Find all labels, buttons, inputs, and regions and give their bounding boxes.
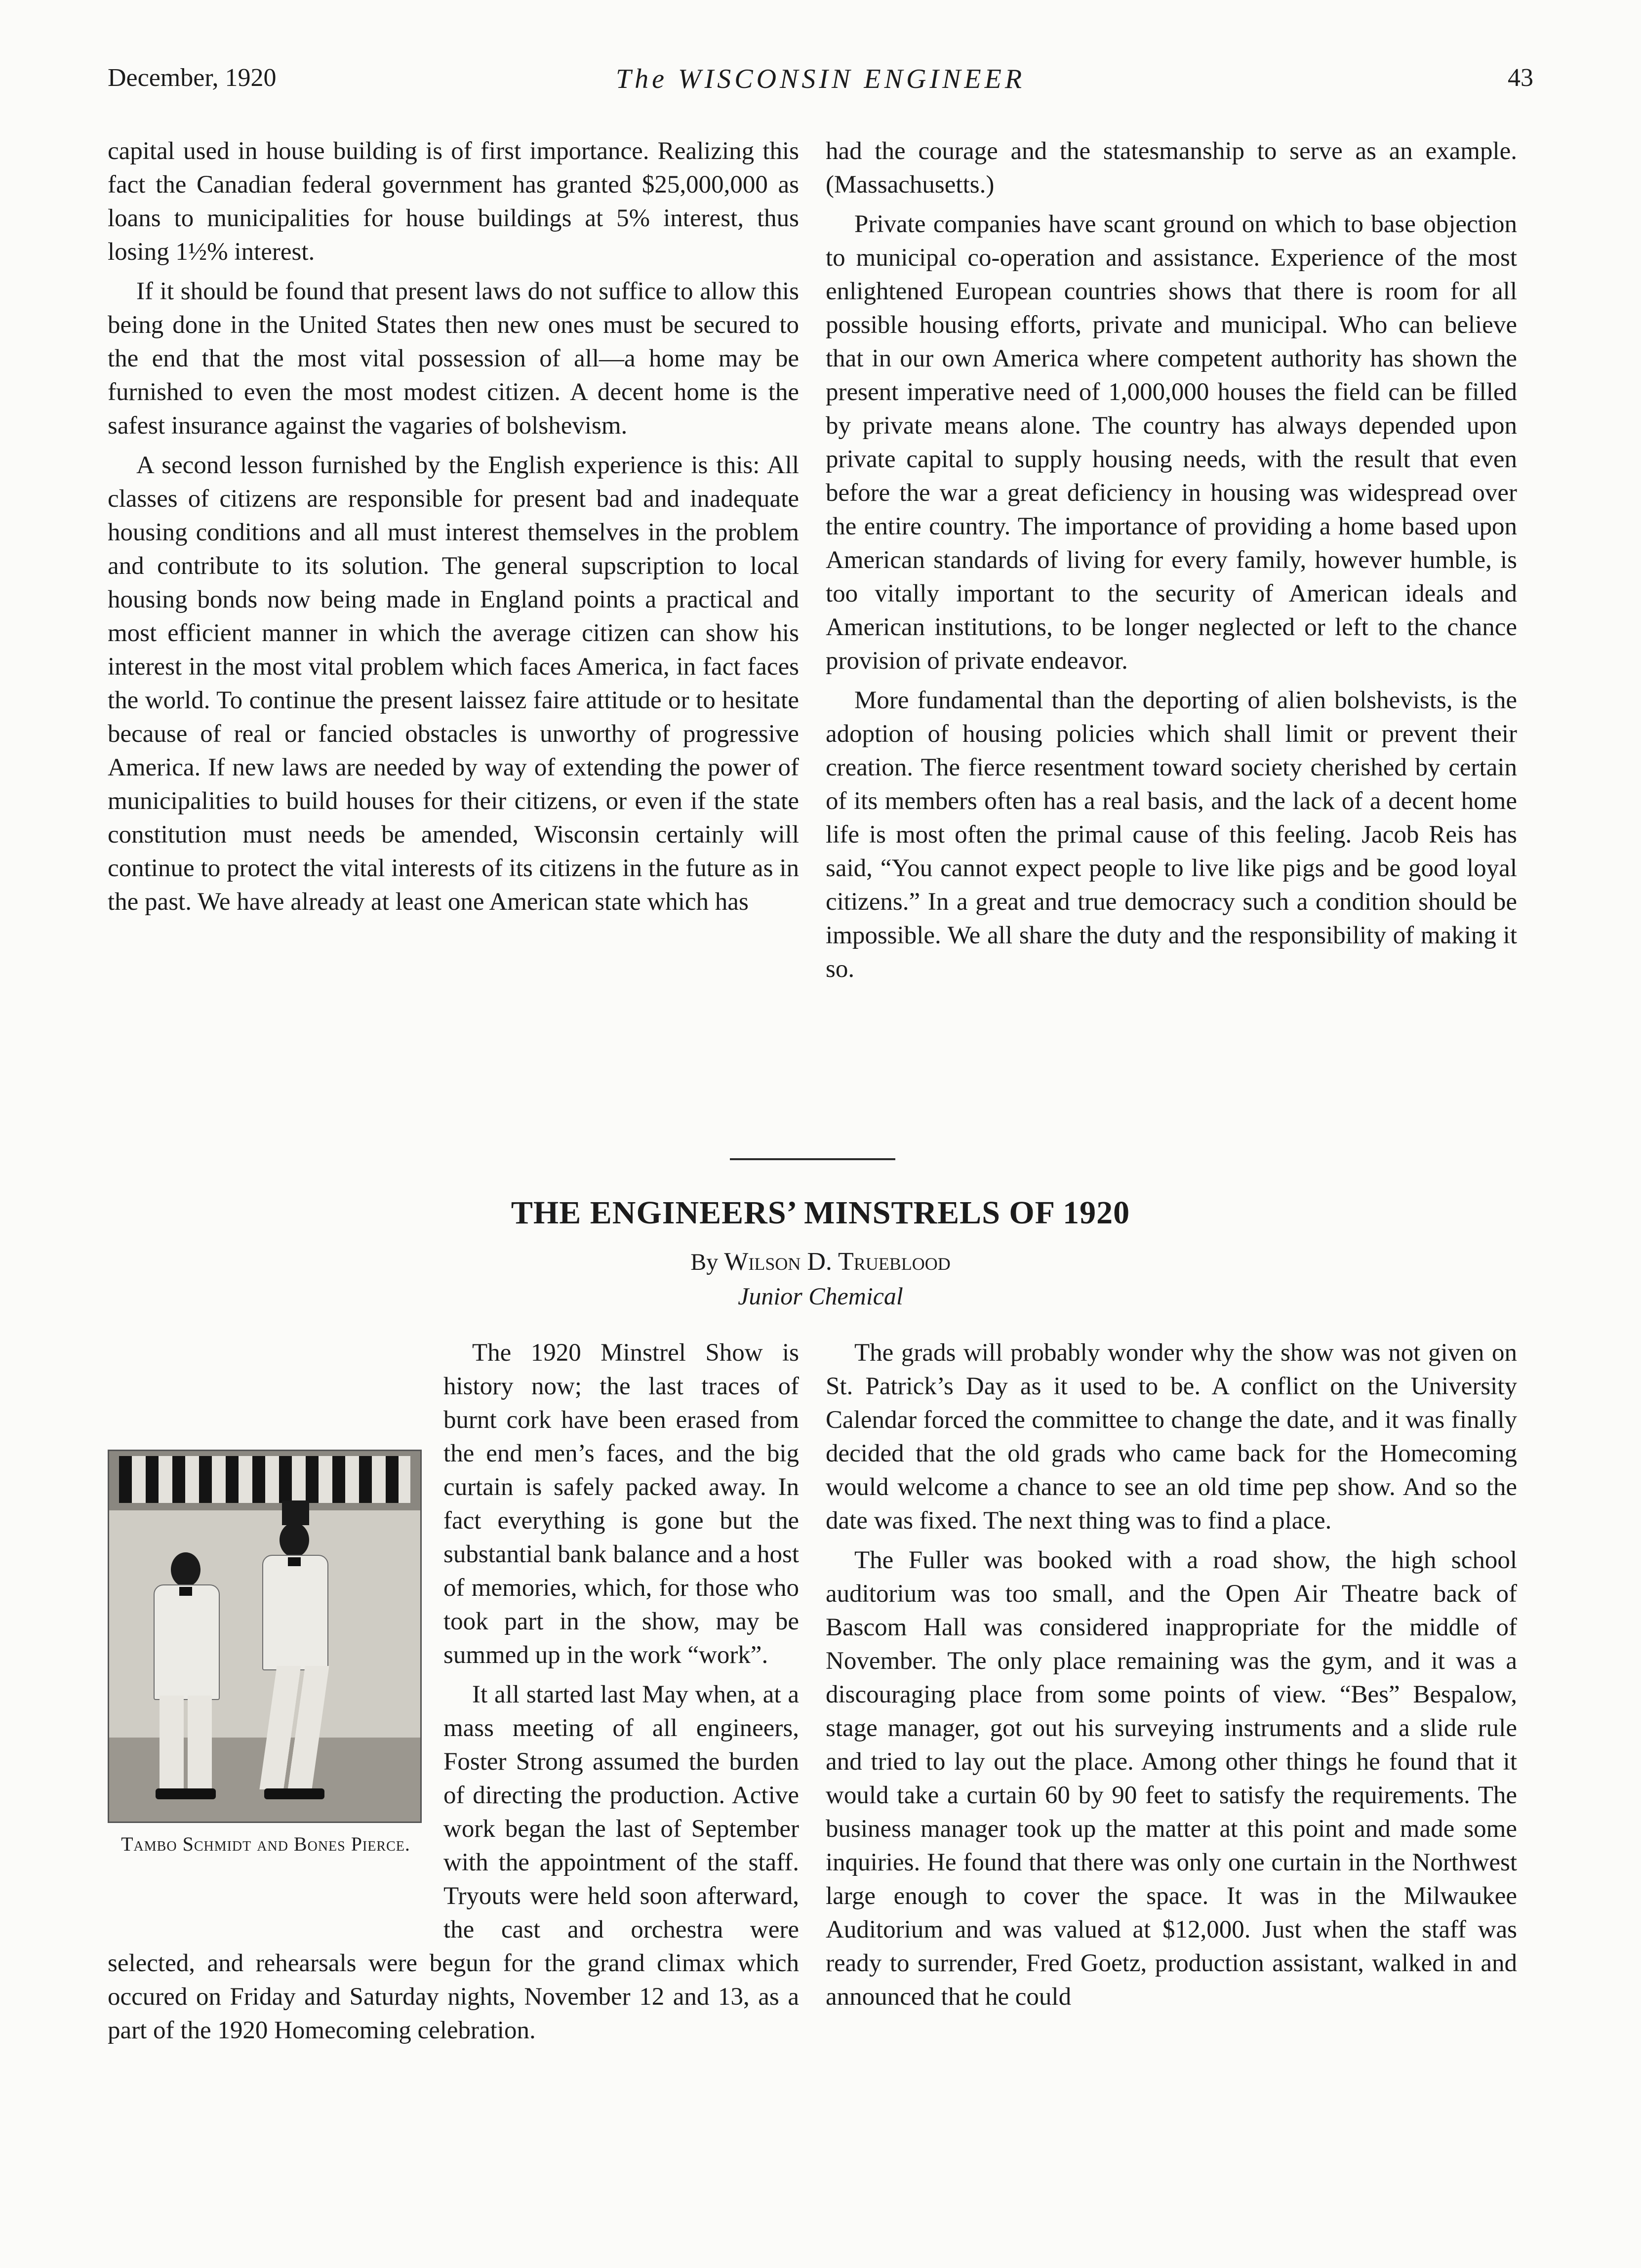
prior-article-left-column [108, 134, 799, 1137]
paragraph: The 1920 Minstrel Show is history now; the last traces of burnt cork have been erased from the end men’s faces, and the big curtain is safely packed away. In fact everything is gone but the substantial bank balance and a host of memories, which, for those who took part in the show, may be summed up in the work “work”. [443, 1339, 799, 1669]
paragraph: It all started last May when, at a mass meeting of all engineers, Foster Strong assumed the burden of directing the production. Active work began the last of September with the appointment of the staff. Tryouts were held soon afterward, the cast and orchestra were selected, and rehearsals were begun for the grand climax which occured on Friday and Saturday nights, November 12 and 13, as a part of the 1920 Homecoming celebration. [108, 1681, 799, 2044]
running-head [108, 63, 1533, 103]
paragraph: More fundamental than the deporting of alien bolshevists, is the adoption of housing policies which shall limit or prevent their creation. The fierce resentment toward society cherished by certain of its members often has a real basis, and the lack of a decent home life is most often the primal cause of this feeling. Jacob Reis has said, “You cannot expect people to live like pigs and be good loyal citizens.” In a great and true democracy such a condition should be impossible. We all share the duty and the responsibility of making it so. [826, 687, 1517, 983]
performer-figure-right [257, 1523, 331, 1799]
byline-prefix: By [690, 1249, 719, 1275]
paragraph: capital used in house building is of first importance. Realizing this fact the Canadian federal government has granted $25,000,000 as loans to municipalities for house buildings at 5% interest, thus losing 1½% interest. [108, 137, 799, 266]
performer-figure-left [149, 1552, 223, 1799]
page-number: 43 [1508, 64, 1533, 92]
paragraph: had the courage and the statesmanship to serve as an example. (Massachusetts.) [826, 137, 1517, 199]
article-right-column [826, 1336, 1517, 2151]
paragraph: The Fuller was booked with a road show, the high school auditorium was too small, and the Open Air Theatre back of Bascom Hall was considered inappropriate for the middle of November. The only place remaining was the gym, and it was a discouraging place from some points of view. “Bes” Bespalow, stage manager, got out his surveying instruments and a slide rule and tried to lay out the place. Among other things he found that it would take a curtain 60 by 90 feet to satisfy the requirements. The business manager took up the matter at this point and made some inquiries. He found that there was only one curtain in the Northwest large enough to cover the space. It was in the Milwaukee Auditorium and was valued at $12,000. Just when the staff was ready to surrender, Fred Goetz, production assistant, walked in and announced that he could [826, 1546, 1517, 2011]
issue-date: December, 1920 [108, 64, 277, 92]
photo-slatted-wall [119, 1456, 410, 1503]
author-affiliation: Junior Chemical [738, 1282, 903, 1310]
paragraph: If it should be found that present laws do not suffice to allow this being done in the United States then new ones must be secured to the end that the most vital possession of all—a home may be furnished to even the most modest citizen. A decent home is the safest insurance against the vagaries of bolshevism. [108, 278, 799, 440]
prior-article-right-column [826, 134, 1517, 1137]
author-name: Wilson D. Trueblood [724, 1248, 951, 1276]
minstrel-photo [108, 1450, 422, 1823]
article-title: THE ENGINEERS’ MINSTRELS OF 1920 [511, 1195, 1130, 1231]
photo-figure [108, 1450, 424, 1934]
journal-title: The WISCONSIN ENGINEER [615, 64, 1026, 94]
byline [108, 1247, 1533, 1276]
paragraph: A second lesson furnished by the English experience is this: All classes of citizens are responsible for present bad and inadequate housing conditions and all must interest themselves in the problem and contribute to its solution. The general supscription to local housing bonds now being made in England points a practical and most efficient manner in which the average citizen can show his interest in the most vital problem which faces America, in fact faces the world. To continue the present laissez faire attitude or to hesitate because of real or fancied obstacles is unworthy of progressive America. If new laws are needed by way of extending the power of municipalities to build houses for their citizens, or even if the state constitution must needs be amended, Wisconsin certainly will continue to protect the vital interests of its citizens in the future as in the past. We have already at least one American state which has [108, 451, 799, 916]
paragraph: Private companies have scant ground on which to base objection to municipal co-operation and assistance. Experience of the most enlightened European countries shows that there is room for all possible housing efforts, private and municipal. Who can believe that in our own America where competent authority has shown the present imperative need of 1,000,000 houses the field can be filled by private means alone. The country has always depended upon private capital to supply housing needs, with the result that even before the war a great deficiency in housing was widespread over the entire country. The importance of providing a home based upon American standards of living for every family, however humble, is too vitally important to the security of American ideals and American institutions, to be longer neglected or left to the chance provision of private endeavor. [826, 210, 1517, 675]
photo-backdrop [109, 1451, 420, 1510]
paragraph: The grads will probably wonder why the show was not given on St. Patrick’s Day as it used to be. A conflict on the University Calendar forced the committee to change the date, and it was finally decided that the old grads who came back for the Homecoming would welcome a chance to see an old time pep show. And so the date was fixed. The next thing was to find a place. [826, 1339, 1517, 1535]
photo-caption: Tambo Schmidt and Bones Pierce. [121, 1833, 410, 1855]
article-left-column [108, 1336, 799, 2151]
section-divider [730, 1158, 895, 1160]
